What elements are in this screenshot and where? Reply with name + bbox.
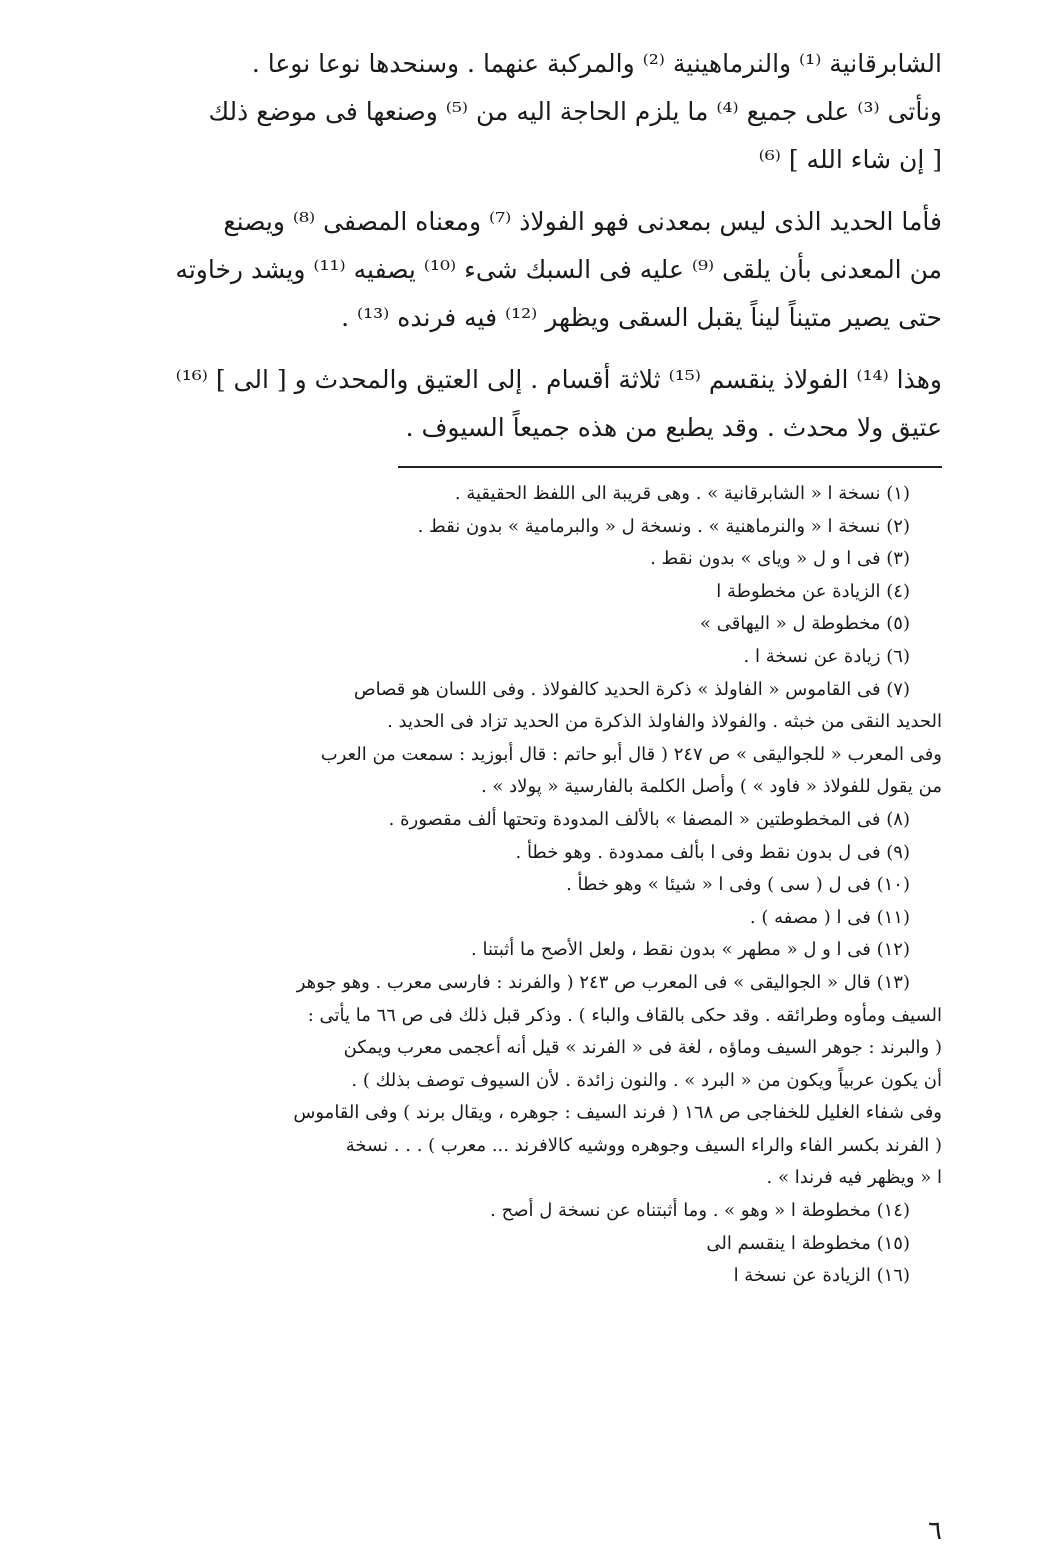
page-number: ٦ xyxy=(928,1516,942,1546)
footnote-line: (٢) نسخة ا « والنرماهنية » . ونسخة ل « والبرمامية » بدون نقط . xyxy=(417,515,910,537)
footnote-line: (١٣) قال « الجواليقى » فى المعرب ص ٢٤٣ ( والفرند : فارسى معرب . وهو جوهر xyxy=(296,971,910,993)
paragraph-1 xyxy=(118,40,942,184)
footnote-line: ( الفرند بكسر الفاء والراء السيف وجوهره ووشيه كالافرند ... معرب ) . . . نسخة xyxy=(345,1134,942,1156)
footnote-line: (١٦) الزيادة عن نسخة ا xyxy=(733,1265,910,1287)
footnote-divider xyxy=(398,466,942,468)
footnote-line: الحديد النقى من خبثه . والفولاذ والفاولذ الذكرة من الحديد تزاد فى الحديد . xyxy=(387,711,942,733)
footnote-line: (٣) فى ا و ل « وياى » بدون نقط . xyxy=(650,548,910,570)
footnote-line: (٥) مخطوطة ل « اليهاقى » xyxy=(699,613,910,635)
footnote-line: (٧) فى القاموس « الفاولذ » ذكرة الحديد كالفولاذ . وفى اللسان هو قصاص xyxy=(353,678,910,700)
footnote-line: (٦) زيادة عن نسخة ا . xyxy=(743,645,910,667)
text-line: فأما الحديد الذى ليس بمعدنى فهو الفولاذ ⁽⁷⁾ ومعناه المصفى ⁽⁸⁾ ويصنع xyxy=(223,207,942,236)
footnote-line: (٨) فى المخطوطتين « المصفا » بالألف المدودة وتحتها ألف مقصورة . xyxy=(388,808,910,830)
footnote-line: ا « ويظهر فيه فرندا » . xyxy=(766,1167,942,1189)
text-line: [ إن شاء الله ] ⁽⁶⁾ xyxy=(758,145,942,174)
text-line: ونأتى ⁽³⁾ على جميع ⁽⁴⁾ ما يلزم الحاجة اليه من ⁽⁵⁾ وصنعها فى موضع ذلك xyxy=(208,97,942,126)
text-line: الشابرقانية ⁽¹⁾ والنرماهينية ⁽²⁾ والمركبة عنهما . وسنحدها نوعا نوعا . xyxy=(251,49,942,78)
footnote-line: (١٢) فى ا و ل « مطهر » بدون نقط ، ولعل الأصح ما أثبتنا . xyxy=(471,939,910,961)
footnote-line: وفى شفاء الغليل للخفاجى ص ١٦٨ ( فرند السيف : جوهره ، ويقال برند ) وفى القاموس xyxy=(293,1102,942,1124)
footnote-line: (١١) فى ا ( مصفه ) . xyxy=(749,906,910,928)
paragraph-2 xyxy=(118,198,942,342)
text-line: عتيق ولا محدث . وقد يطبع من هذه جميعاً السيوف . xyxy=(405,413,942,442)
footnotes xyxy=(118,478,942,1293)
text-line: وهذا ⁽¹⁴⁾ الفولاذ ينقسم ⁽¹⁵⁾ ثلاثة أقسام . إلى العتيق والمحدث و [ الى ] ⁽¹⁶⁾ xyxy=(175,365,942,394)
paragraph-3 xyxy=(118,356,942,452)
footnote-line: من يقول للفولاذ « فاود » ) وأصل الكلمة بالفارسية « پولاد » . xyxy=(480,776,942,798)
footnote-line: (٤) الزيادة عن مخطوطة ا xyxy=(716,580,910,602)
footnote-line: وفى المعرب « للجواليقى » ص ٢٤٧ ( قال أبو حاتم : قال أبوزيد : سمعت من العرب xyxy=(320,743,942,765)
footnote-line: (٩) فى ل بدون نقط وفى ا بألف ممدودة . وهو خطأ . xyxy=(515,841,910,863)
text-line: حتى يصير متيناً ليناً يقبل السقى ويظهر ⁽¹²⁾ فيه فرنده ⁽¹³⁾ . xyxy=(341,303,942,332)
main-text xyxy=(118,40,942,452)
footnote-line: السيف ومأوه وطرائقه . وقد حكى بالقاف والباء ) . وذكر قبل ذلك فى ص ٦٦ ما يأتى : xyxy=(307,1004,942,1026)
footnote-line: (١٥) مخطوطة ا ينقسم الى xyxy=(706,1232,910,1254)
footnote-line: (١) نسخة ا « الشابرقانية » . وهى قريبة الى اللفظ الحقيقية . xyxy=(454,483,910,504)
footnote-line: (١٠) فى ل ( سى ) وفى ا « شيئا » وهو خطأ . xyxy=(566,874,910,896)
text-line: من المعدنى بأن يلقى ⁽⁹⁾ عليه فى السبك شىء ⁽¹⁰⁾ يصفيه ⁽¹¹⁾ ويشد رخاوته xyxy=(175,255,942,284)
footnote-line: أن يكون عربياً ويكون من « البرد » . والنون زائدة . لأن السيوف توصف بذلك ) . xyxy=(351,1069,942,1091)
footnote-line: (١٤) مخطوطة ا « وهو » . وما أثبتناه عن نسخة ل أصح . xyxy=(490,1200,910,1222)
footnote-line: ( والبرند : جوهر السيف وماؤه ، لغة فى « الفرند » قيل أنه أعجمى معرب ويمكن xyxy=(343,1037,942,1059)
